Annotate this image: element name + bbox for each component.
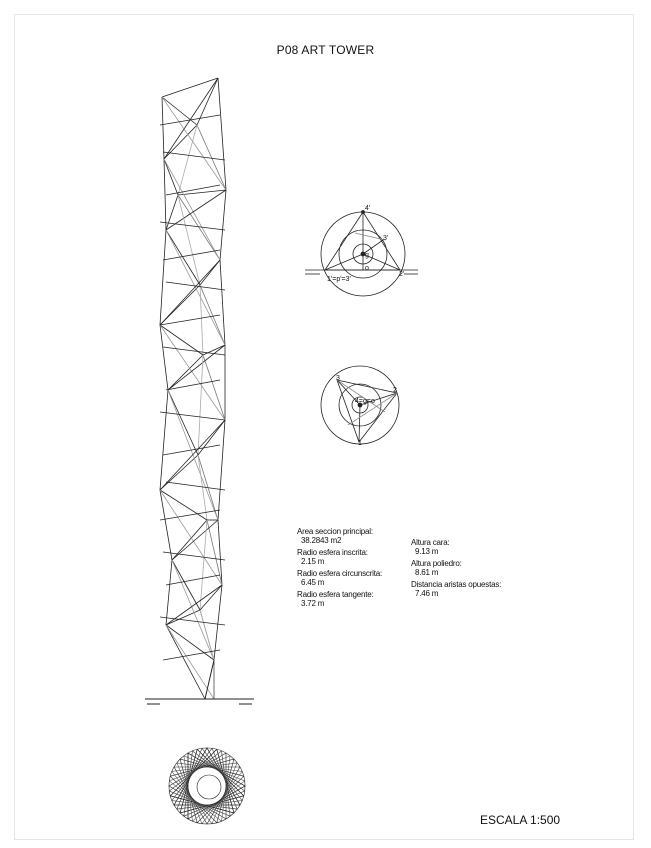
tower-member bbox=[166, 230, 200, 285]
tower-member bbox=[164, 159, 166, 230]
plan-core bbox=[197, 775, 221, 799]
tower-member bbox=[160, 617, 225, 625]
tower-member bbox=[220, 260, 225, 345]
label-plan-3: 3 bbox=[336, 375, 340, 382]
tower-member bbox=[160, 325, 203, 355]
tower-member bbox=[168, 355, 203, 390]
label-1-p-3: 1'=p'=3' bbox=[327, 276, 351, 283]
tower-member bbox=[160, 420, 225, 490]
prop-face-height: Altura cara: 9.13 m bbox=[411, 538, 450, 556]
tower-member bbox=[160, 412, 225, 420]
tower-member bbox=[166, 625, 214, 699]
prop-tangent-radius: Radio esfera tangente: 3.72 m bbox=[297, 590, 374, 608]
tower-member bbox=[203, 355, 225, 420]
tower-member bbox=[163, 445, 220, 455]
tower-member bbox=[218, 78, 226, 190]
tower-member bbox=[163, 152, 225, 160]
tower-member bbox=[160, 115, 220, 125]
tower-member bbox=[160, 510, 220, 520]
label-plan-center: 4=g=o bbox=[355, 398, 375, 405]
tower-member bbox=[160, 490, 222, 585]
tower-member bbox=[166, 482, 225, 490]
tower-member bbox=[160, 325, 225, 420]
tower-member bbox=[160, 455, 198, 490]
tetrahedron-elevation bbox=[305, 211, 418, 297]
ground-line bbox=[145, 699, 254, 704]
tower-member bbox=[172, 560, 200, 610]
prop-opposite-edges-distance: Distancia aristas opuestas: 7.46 m bbox=[411, 580, 502, 598]
tower-elevation bbox=[160, 78, 226, 699]
tower-member bbox=[164, 159, 220, 260]
tower-member bbox=[178, 190, 226, 195]
label-3-prime: 3' bbox=[383, 235, 389, 242]
tower-member bbox=[166, 625, 205, 699]
tower-member bbox=[160, 230, 166, 325]
label-plan-2: 2 bbox=[393, 387, 397, 394]
tower-member bbox=[166, 282, 225, 290]
tetrahedron-plan bbox=[321, 366, 399, 444]
tower-member bbox=[200, 285, 203, 355]
prop-polyhedron-height: Altura poliedro: 8.61 m bbox=[411, 559, 462, 577]
label-g: g bbox=[365, 252, 369, 259]
label-o: o bbox=[365, 265, 369, 272]
tower-member bbox=[198, 355, 203, 455]
tower-member bbox=[197, 125, 226, 190]
tower-member bbox=[163, 347, 225, 355]
drawing-title: P08 ART TOWER bbox=[276, 43, 375, 57]
tower-member bbox=[168, 390, 198, 455]
tower-member bbox=[162, 97, 164, 159]
properties-left bbox=[297, 527, 407, 611]
tower-member bbox=[166, 560, 172, 625]
tower-member bbox=[166, 230, 225, 345]
tower-member bbox=[160, 490, 172, 560]
tower-member bbox=[220, 190, 226, 260]
tower-member bbox=[160, 490, 207, 520]
properties-right bbox=[411, 538, 541, 601]
tower-member bbox=[160, 260, 220, 325]
tower-member bbox=[164, 159, 178, 195]
tower-member bbox=[168, 345, 225, 390]
label-2-prime: 2' bbox=[399, 271, 405, 278]
prop-area: Area seccion principal: 38.2843 m2 bbox=[297, 527, 373, 545]
tower-member bbox=[198, 420, 225, 455]
tower-member bbox=[200, 285, 225, 345]
tower-member bbox=[166, 195, 178, 230]
tower-member bbox=[214, 585, 222, 660]
tower-member bbox=[178, 195, 220, 260]
tower-plan bbox=[169, 748, 245, 824]
tower-member bbox=[166, 575, 220, 585]
tower-member bbox=[162, 97, 226, 190]
tower-member bbox=[160, 390, 168, 490]
tower-member bbox=[160, 222, 225, 230]
label-plan-1: 1 bbox=[358, 440, 362, 447]
tower-member bbox=[162, 97, 197, 125]
tower-member bbox=[200, 585, 222, 610]
tower-member bbox=[162, 78, 218, 97]
label-4-prime: 4' bbox=[365, 205, 371, 212]
tower-member bbox=[166, 610, 200, 625]
tower-member bbox=[205, 660, 214, 699]
prop-circumscribed-radius: Radio esfera circunscrita: 6.45 m bbox=[297, 569, 383, 587]
tower-member bbox=[218, 420, 225, 520]
scale-label: ESCALA 1:500 bbox=[480, 813, 561, 827]
tower-member bbox=[178, 125, 197, 195]
prop-inscribed-radius: Radio esfera inscrita: 2.15 m bbox=[297, 548, 368, 566]
tower-member bbox=[178, 195, 200, 285]
